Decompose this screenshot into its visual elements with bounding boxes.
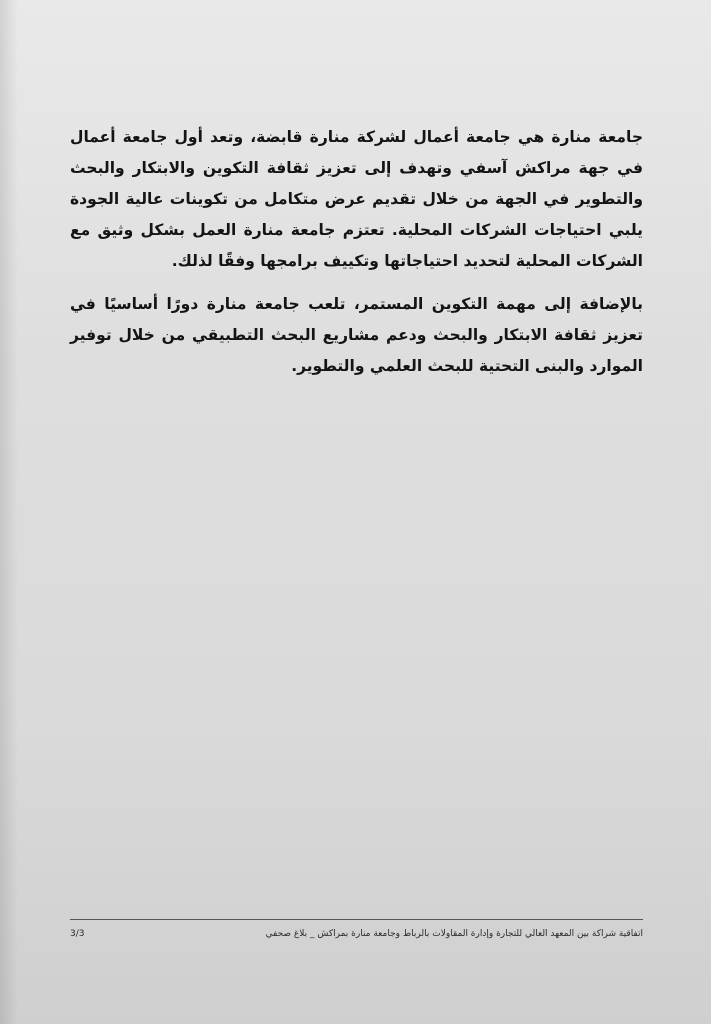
page-footer [70, 926, 643, 942]
footer-title: اتفاقية شراكة بين المعهد العالي للتجارة وإدارة المقاولات بالرباط وجامعة منارة بمراكش _ بلاغ صحفي [265, 929, 643, 939]
page-edge-shadow [0, 0, 18, 1024]
page-number: 3/3 [70, 929, 85, 939]
document-body [70, 122, 643, 394]
paragraph-2: بالإضافة إلى مهمة التكوين المستمر، تلعب جامعة منارة دورًا أساسيًا في تعزيز ثقافة الابتكار والبحث ودعم مشاريع البحث التطبيقي من خلال توفير الموارد والبنى التحتية للبحث العلمي والتطوير. [70, 295, 643, 375]
paragraph-1: جامعة منارة هي جامعة أعمال لشركة منارة قابضة، وتعد أول جامعة أعمال في جهة مراكش آسفي وتهدف إلى تعزيز ثقافة التكوين والابتكار والبحث والتطوير في الجهة من خلال تقديم عرض متكامل من تكوينات عالية الجودة يلبي احتياجات الشركات المحلية. تعتزم جامعة منارة العمل بشكل وثيق مع الشركات المحلية لتحديد احتياجاتها وتكييف برامجها وفقًا لذلك. [70, 128, 643, 270]
footer-divider [70, 919, 643, 920]
